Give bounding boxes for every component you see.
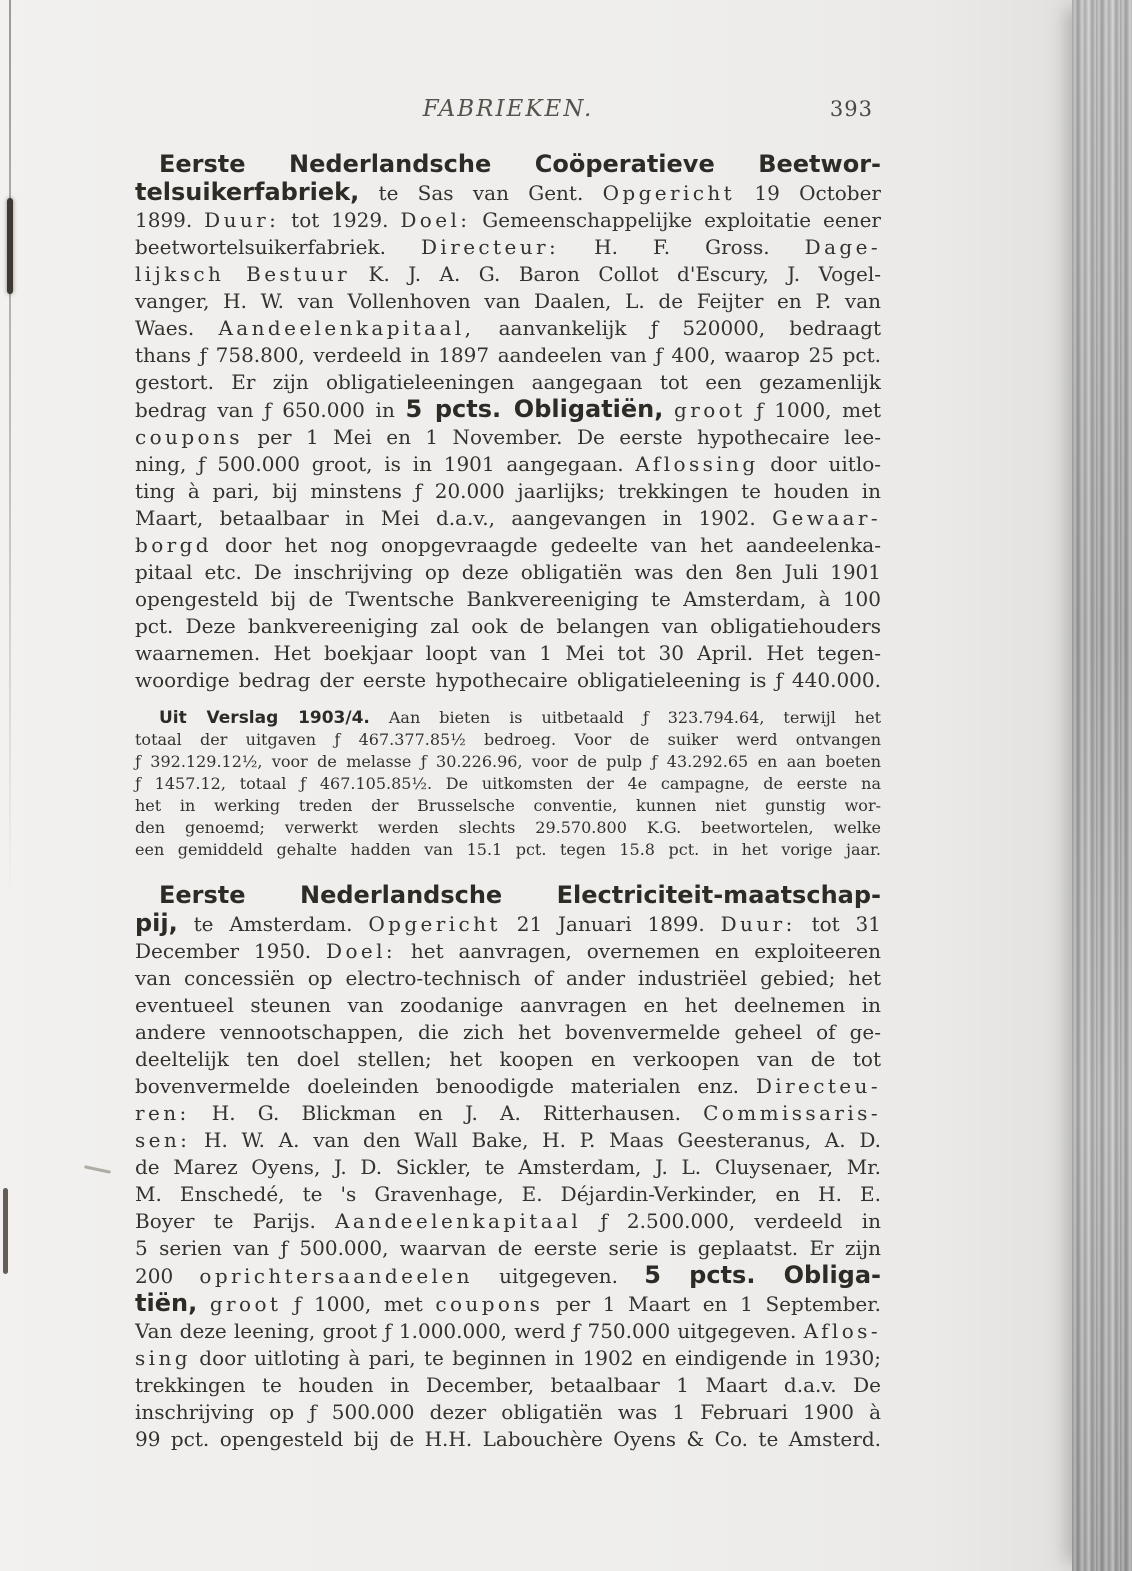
text-segment: te Sas van Gent. — [359, 181, 603, 205]
text-line — [135, 992, 881, 1019]
text-line — [135, 261, 881, 288]
text-segment: andere vennootschappen, die zich het bovenvermelde geheel of ge- — [135, 1020, 881, 1044]
text-line — [135, 288, 881, 315]
text-line — [135, 451, 881, 478]
bold-text: 5 pcts. Obligatiën, — [405, 395, 664, 423]
text-segment: ning, ƒ 500.000 groot, is in 1901 aangegaan. — [135, 452, 636, 476]
letterspaced-text: groot — [209, 1292, 282, 1316]
text-segment: ƒ 1000, met — [281, 1292, 436, 1316]
text-segment: H. F. Gross. — [559, 235, 805, 259]
text-line — [135, 1127, 881, 1154]
text-segment: December 1950. — [135, 939, 327, 963]
text-segment: bedrag van ƒ 650.000 in — [135, 398, 406, 422]
text-segment: K. J. A. G. Baron Collot d'Escury, J. Vogel- — [350, 262, 881, 286]
text-line — [135, 586, 881, 613]
letterspaced-text: Opgericht — [368, 912, 501, 936]
text-segment: thans ƒ 758.800, verdeeld in 1897 aandeelen van ƒ 400, waarop 25 pct. — [135, 343, 881, 367]
entry-verslag-1903-4 — [135, 707, 881, 861]
text-segment: tot 1929. — [279, 208, 401, 232]
text-line — [135, 773, 881, 795]
text-line — [135, 424, 881, 451]
text-segment: eventueel steunen van zoodanige aanvragen en het deelnemen in — [135, 993, 881, 1017]
text-line — [135, 1208, 881, 1235]
letterspaced-text: Opgericht — [602, 181, 736, 205]
letterspaced-text: Directeu- — [755, 1074, 881, 1098]
text-segment: 200 — [135, 1264, 200, 1288]
letterspaced-text: Directeur: — [421, 235, 560, 259]
text-line — [135, 342, 881, 369]
text-segment: 99 pct. opengesteld bij de H.H. Labouchère Oyens & Co. te Amsterd. — [135, 1427, 881, 1451]
letterspaced-text: coupons — [435, 1292, 544, 1316]
text-line — [135, 179, 881, 207]
text-segment: beetwortelsuikerfabriek. — [135, 235, 421, 259]
text-segment: door uitlo- — [758, 452, 882, 476]
text-line — [135, 729, 881, 751]
text-line — [135, 1046, 881, 1073]
text-segment: opengesteld bij de Twentsche Bankvereeniging te Amsterdam, à 100 — [135, 587, 881, 611]
letterspaced-text: sen: — [135, 1128, 191, 1152]
bold-text: pij, — [135, 909, 178, 937]
text-segment: trekkingen te houden in December, betaalbaar 1 Maart d.a.v. De — [135, 1373, 881, 1397]
text-line — [135, 839, 881, 861]
text-segment: inschrijving op ƒ 500.000 dezer obligatiën was 1 Februari 1900 à — [135, 1400, 881, 1424]
letterspaced-text: Duur: — [720, 912, 796, 936]
text-line — [135, 396, 881, 424]
bold-text: Eerste Nederlandsche Electriciteit-maatschap- — [159, 881, 881, 909]
text-line — [135, 1262, 881, 1290]
text-segment: H. G. Blickman en J. A. Ritterhausen. — [189, 1101, 704, 1125]
page-body — [135, 151, 881, 1453]
text-segment: waarnemen. Het boekjaar loopt van 1 Mei tot 30 April. Het tegen- — [135, 641, 881, 665]
text-segment: woordige bedrag der eerste hypothecaire obligatieleening is ƒ 440.000. — [135, 668, 881, 692]
text-segment: M. Enschedé, te 's Gravenhage, E. Déjardin-Verkinder, en H. E. — [135, 1182, 881, 1206]
text-line — [135, 1426, 881, 1453]
text-segment: van concessiën op electro-technisch of ander industriëel gebied; het — [135, 966, 881, 990]
text-segment: 19 October — [735, 181, 881, 205]
text-line — [135, 478, 881, 505]
text-line — [135, 1235, 881, 1262]
bold-text: Uit Verslag 1903/4. — [159, 708, 370, 728]
page-header-title: FABRIEKEN. — [422, 96, 594, 122]
letterspaced-text: groot — [674, 398, 746, 422]
text-segment: pct. Deze bankvereeniging zal ook de belangen van obligatiehouders — [135, 614, 881, 638]
text-line — [135, 1399, 881, 1426]
text-segment: het aanvragen, overnemen en exploiteeren — [396, 939, 881, 963]
text-line — [135, 1073, 881, 1100]
text-line — [135, 910, 881, 938]
text-segment: ƒ 1457.12, totaal ƒ 467.105.85½. De uitkomsten der 4e campagne, de eerste na — [135, 774, 881, 793]
binding-mark — [7, 198, 13, 294]
binding-mark — [3, 1188, 8, 1274]
text-segment: de Marez Oyens, J. D. Sickler, te Amsterdam, J. L. Cluysenaer, Mr. — [135, 1155, 881, 1179]
text-segment: 21 Januari 1899. — [500, 912, 721, 936]
text-line — [135, 707, 881, 729]
text-line — [135, 369, 881, 396]
text-line — [135, 795, 881, 817]
letterspaced-text: borgd — [135, 533, 213, 557]
text-line — [135, 817, 881, 839]
text-line — [135, 882, 881, 910]
page-number: 393 — [829, 97, 873, 121]
letterspaced-text: sing — [135, 1346, 191, 1370]
text-line — [135, 151, 881, 179]
text-line — [135, 1019, 881, 1046]
text-segment: Maart, betaalbaar in Mei d.a.v., aangevangen in 1902. — [135, 506, 773, 530]
text-line — [135, 1318, 881, 1345]
text-segment: bovenvermelde doeleinden benoodigde materialen enz. — [135, 1074, 756, 1098]
letterspaced-text: lijksch Bestuur — [135, 262, 351, 286]
letterspaced-text: Aflos- — [803, 1319, 881, 1343]
text-segment: een gemiddeld gehalte hadden van 15.1 pct. tegen 15.8 pct. in het vorige jaar. — [135, 840, 881, 859]
text-segment: ƒ 1000, met — [745, 398, 881, 422]
letterspaced-text: oprichtersaandeelen — [199, 1264, 473, 1288]
text-segment: per 1 Maart en 1 September. — [543, 1292, 881, 1316]
text-segment: door uitloting à pari, te beginnen in 1902 en eindigende in 1930; — [190, 1346, 881, 1370]
text-line — [135, 613, 881, 640]
letterspaced-text: coupons — [135, 425, 243, 449]
text-line — [135, 532, 881, 559]
bold-text: telsuikerfabriek, — [135, 178, 360, 206]
text-segment: den genoemd; verwerkt werden slechts 29.570.800 K.G. beetwortelen, welke — [135, 818, 881, 837]
text-segment: 1899. — [135, 208, 205, 232]
bold-text: tiën, — [135, 1289, 198, 1317]
text-line — [135, 207, 881, 234]
text-line — [135, 667, 881, 694]
text-line — [135, 505, 881, 532]
text-segment: per 1 Mei en 1 November. De eerste hypothecaire lee- — [242, 425, 881, 449]
text-line — [135, 751, 881, 773]
letterspaced-text: Doel: — [326, 939, 397, 963]
letterspaced-text: Doel: — [400, 208, 471, 232]
text-line — [135, 1372, 881, 1399]
text-line — [135, 559, 881, 586]
binding-gutter-line — [9, 0, 11, 900]
bold-text: 5 pcts. Obliga- — [644, 1261, 881, 1289]
running-header — [135, 96, 881, 130]
text-line — [135, 1345, 881, 1372]
letterspaced-text: Aandeelenkapitaal — [335, 1209, 582, 1233]
text-segment: Gemeenschappelijke exploitatie eener — [470, 208, 881, 232]
text-segment: ƒ 2.500.000, verdeeld in — [581, 1209, 882, 1233]
text-segment: tot 31 — [795, 912, 882, 936]
text-segment: 5 serien van ƒ 500.000, waarvan de eerste serie is geplaatst. Er zijn — [135, 1236, 881, 1260]
text-segment: gestort. Er zijn obligatieleeningen aangegaan tot een gezamenlijk — [135, 370, 881, 394]
text-segment: Aan bieten is uitbetaald ƒ 323.794.64, terwijl het — [369, 708, 881, 727]
letterspaced-text: ren: — [135, 1101, 190, 1125]
text-segment — [663, 398, 674, 422]
text-segment: Van deze leening, groot ƒ 1.000.000, werd ƒ 750.000 uitgegeven. — [135, 1319, 804, 1343]
text-line — [135, 1290, 881, 1318]
page-content — [135, 96, 881, 1453]
letterspaced-text: Gewaar- — [772, 506, 881, 530]
letterspaced-text: Dage- — [804, 235, 881, 259]
text-line — [135, 965, 881, 992]
stray-pencil-mark — [84, 1165, 111, 1174]
entry-beetwortelsuikerfabriek — [135, 151, 881, 694]
letterspaced-text: Duur: — [204, 208, 280, 232]
text-segment: door het nog onopgevraagde gedeelte van het aandeelenka- — [212, 533, 881, 557]
book-page-edges — [1072, 0, 1132, 1571]
letterspaced-text: Aflossing — [635, 452, 759, 476]
text-line — [135, 1154, 881, 1181]
text-segment: Boyer te Parijs. — [135, 1209, 336, 1233]
entry-electriciteit-maatschappij — [135, 882, 881, 1453]
text-segment — [197, 1292, 210, 1316]
text-segment: totaal der uitgaven ƒ 467.377.85½ bedroeg. Voor de suiker werd ontvangen — [135, 730, 881, 749]
text-segment: ting à pari, bij minstens ƒ 20.000 jaarlijks; trekkingen te houden in — [135, 479, 881, 503]
text-segment: vanger, H. W. van Vollenhoven van Daalen, L. de Feijter en P. van — [135, 289, 881, 313]
letterspaced-text: Aandeelenkapitaal, — [218, 316, 475, 340]
text-segment: te Amsterdam. — [177, 912, 369, 936]
text-segment: aanvankelijk ƒ 520000, bedraagt — [474, 316, 881, 340]
text-line — [135, 938, 881, 965]
text-segment: deeltelijk ten doel stellen; het koopen en verkoopen van de tot — [135, 1047, 881, 1071]
bold-text: Eerste Nederlandsche Coöperatieve Beetwor- — [159, 150, 881, 178]
text-segment: Waes. — [135, 316, 219, 340]
text-line — [135, 640, 881, 667]
text-line — [135, 315, 881, 342]
text-line — [135, 234, 881, 261]
text-segment: ƒ 392.129.12½, voor de melasse ƒ 30.226.96, voor de pulp ƒ 43.292.65 en aan boeten — [135, 752, 881, 771]
text-line — [135, 1181, 881, 1208]
text-segment: uitgegeven. — [472, 1264, 645, 1288]
text-line — [135, 1100, 881, 1127]
text-segment: H. W. A. van den Wall Bake, H. P. Maas Geesteranus, A. D. — [190, 1128, 881, 1152]
letterspaced-text: Commissaris- — [703, 1101, 881, 1125]
text-segment: pitaal etc. De inschrijving op deze obligatiën was den 8en Juli 1901 — [135, 560, 881, 584]
text-segment: het in werking treden der Brusselsche conventie, kunnen niet gunstig wor- — [135, 796, 881, 815]
